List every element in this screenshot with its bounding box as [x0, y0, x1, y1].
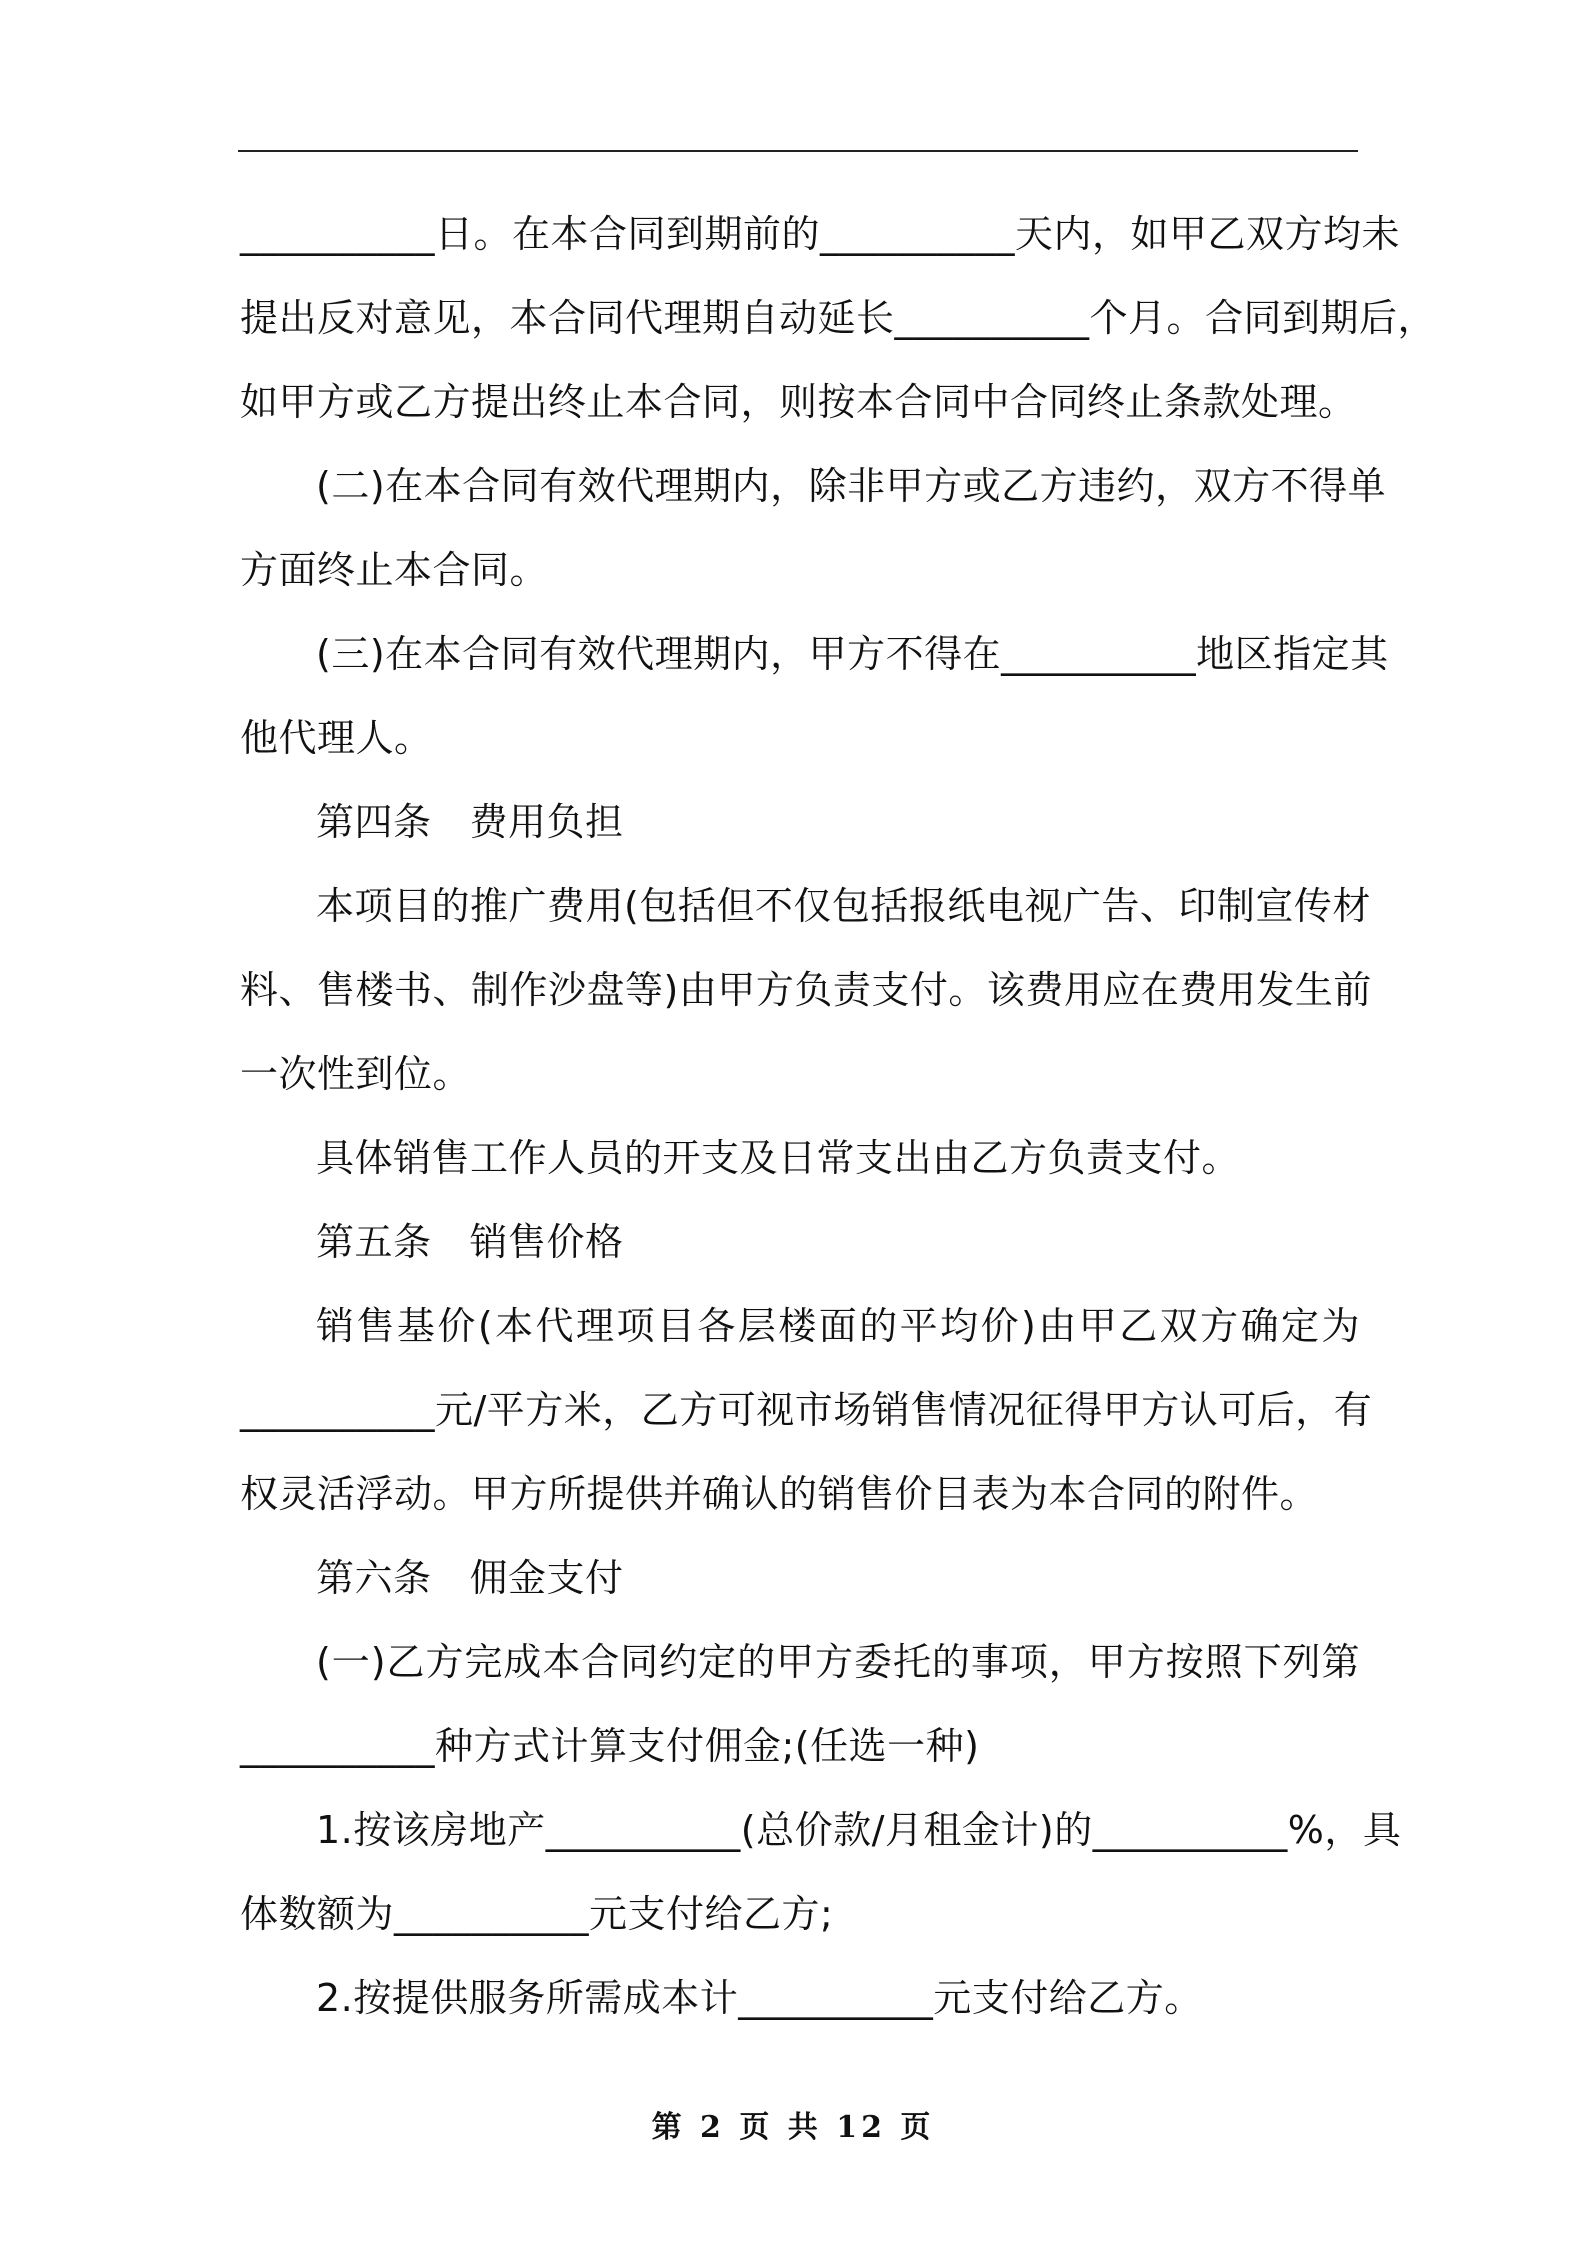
paragraph-line: 权灵活浮动。甲方所提供并确认的销售价目表为本合同的附件。 [240, 1472, 1319, 1516]
article-heading [240, 780, 1360, 864]
paragraph-line: __________日。在本合同到期前的__________天内，如甲乙双方均未 [240, 212, 1401, 256]
page-number: 第 2 页 共 12 页 [651, 2110, 935, 2145]
paragraph-line: 提出反对意见，本合同代理期自动延长__________个月。合同到期后， [240, 296, 1437, 340]
paragraph-line: 料、售楼书、制作沙盘等)由甲方负责支付。该费用应在费用发生前 [240, 968, 1372, 1012]
article-number: 第五条 [316, 1220, 432, 1264]
paragraph-line: 本项目的推广费用(包括但不仅包括报纸电视广告、印制宣传材 [316, 884, 1371, 928]
paragraph-line: 具体销售工作人员的开支及日常支出由乙方负责支付。 [316, 1136, 1241, 1180]
paragraph-line: (二)在本合同有效代理期内，除非甲方或乙方违约，双方不得单 [316, 464, 1387, 508]
paragraph-line: 如甲方或乙方提出终止本合同，则按本合同中合同终止条款处理。 [240, 380, 1357, 424]
paragraph-line: (一)乙方完成本合同约定的甲方委托的事项，甲方按照下列第 [316, 1640, 1360, 1684]
paragraph-line: 销售基价(本代理项目各层楼面的平均价)由甲乙双方确定为 [316, 1304, 1360, 1348]
article-title: 销售价格 [469, 1220, 624, 1264]
article-title: 佣金支付 [469, 1556, 624, 1600]
paragraph-line: 1.按该房地产__________(总价款/月租金计)的__________%，具 [316, 1808, 1402, 1852]
paragraph-line: __________种方式计算支付佣金;(任选一种) [240, 1724, 980, 1768]
article-number: 第六条 [316, 1556, 432, 1600]
article-number: 第四条 [316, 800, 432, 844]
article-heading [240, 1536, 1360, 1620]
paragraph-line: 体数额为__________元支付给乙方; [240, 1892, 834, 1936]
document-body [240, 192, 1437, 2040]
paragraph-line: (三)在本合同有效代理期内，甲方不得在__________地区指定其 [316, 632, 1389, 676]
article-title: 费用负担 [469, 800, 624, 844]
article-heading [240, 1200, 1360, 1284]
header-rule [238, 150, 1358, 152]
paragraph-line: __________元/平方米，乙方可视市场销售情况征得甲方认可后，有 [240, 1388, 1373, 1432]
paragraph-line: 方面终止本合同。 [240, 548, 549, 592]
paragraph-line: 一次性到位。 [240, 1052, 472, 1096]
paragraph-line: 2.按提供服务所需成本计__________元支付给乙方。 [316, 1976, 1203, 2020]
paragraph-line: 他代理人。 [240, 716, 433, 760]
